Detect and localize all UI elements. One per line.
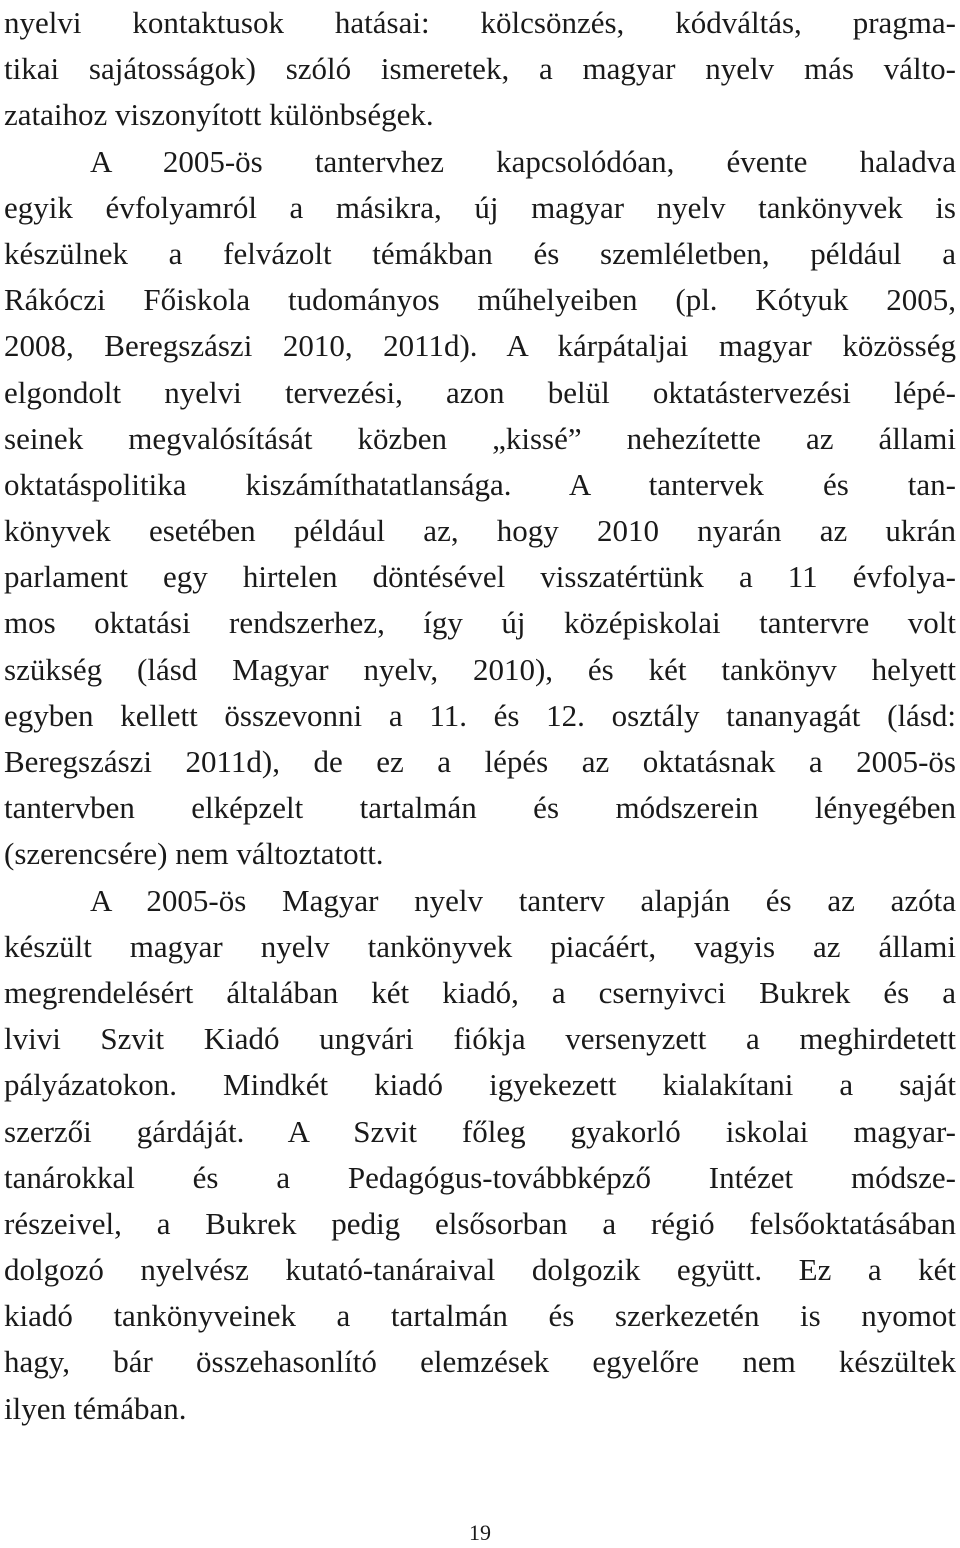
text-line: A 2005-ös Magyar nyelv tanterv alapján és az azóta bbox=[90, 882, 956, 918]
paragraph bbox=[4, 878, 956, 1432]
body-text bbox=[4, 0, 956, 1432]
paragraph bbox=[4, 0, 956, 139]
text-line: részeivel, a Bukrek pedig elsősorban a régió felsőoktatásában bbox=[4, 1205, 956, 1241]
text-line: készült magyar nyelv tankönyvek piacáért, vagyis az állami bbox=[4, 928, 956, 964]
text-line: egyik évfolyamról a másikra, új magyar nyelv tankönyvek is bbox=[4, 189, 956, 225]
text-line: pályázatokon. Mindkét kiadó igyekezett kialakítani a saját bbox=[4, 1067, 956, 1103]
text-line: dolgozó nyelvész kutató-tanáraival dolgozik együtt. Ez a két bbox=[4, 1252, 956, 1288]
text-line: zataihoz viszonyított különbségek. bbox=[4, 97, 434, 133]
text-line: szükség (lásd Magyar nyelv, 2010), és két tankönyv helyett bbox=[4, 651, 956, 687]
text-line: 2008, Beregszászi 2010, 2011d). A kárpátaljai magyar közösség bbox=[4, 328, 956, 364]
text-line: Beregszászi 2011d), de ez a lépés az oktatásnak a 2005-ös bbox=[4, 744, 956, 779]
text-line: mos oktatási rendszerhez, így új középiskolai tantervre volt bbox=[4, 605, 956, 641]
page-number: 19 bbox=[469, 1520, 491, 1545]
text-line: oktatáspolitika kiszámíthatatlansága. A tantervek és tan- bbox=[4, 466, 956, 502]
text-line: tantervben elképzelt tartalmán és módszerein lényegében bbox=[4, 790, 956, 826]
text-line: parlament egy hirtelen döntésével visszatértünk a 11 évfolya- bbox=[4, 559, 956, 595]
text-line: nyelvi kontaktusok hatásai: kölcsönzés, kódváltás, pragma- bbox=[4, 5, 956, 40]
text-line: szerzői gárdáját. A Szvit főleg gyakorló iskolai magyar- bbox=[4, 1113, 956, 1149]
text-line: tanárokkal és a Pedagógus-továbbképző Intézet módsze- bbox=[4, 1159, 956, 1195]
text-line: (szerencsére) nem változtatott. bbox=[4, 836, 384, 872]
text-line: tikai sajátosságok) szóló ismeretek, a magyar nyelv más válto- bbox=[4, 51, 956, 87]
text-line: megrendelésért általában két kiadó, a csernyivci Bukrek és a bbox=[4, 974, 956, 1010]
paragraph bbox=[4, 139, 956, 878]
text-line: seinek megvalósítását közben „kissé” nehezítette az állami bbox=[4, 420, 956, 456]
text-line: A 2005-ös tantervhez kapcsolódóan, évente haladva bbox=[90, 143, 956, 179]
text-line: elgondolt nyelvi tervezési, azon belül oktatástervezési lépé- bbox=[4, 374, 956, 410]
text-line: lvivi Szvit Kiadó ungvári fiókja versenyzett a meghirdetett bbox=[4, 1021, 956, 1057]
text-line: hagy, bár összehasonlító elemzések egyelőre nem készültek bbox=[4, 1344, 956, 1380]
text-line: kiadó tankönyveinek a tartalmán és szerkezetén is nyomot bbox=[4, 1298, 956, 1334]
text-line: ilyen témában. bbox=[4, 1390, 187, 1426]
text-line: Rákóczi Főiskola tudományos műhelyeiben (pl. Kótyuk 2005, bbox=[4, 282, 956, 318]
text-line: készülnek a felvázolt témákban és szemléletben, például a bbox=[4, 235, 956, 271]
text-line: könyvek esetében például az, hogy 2010 nyarán az ukrán bbox=[4, 513, 956, 549]
text-line: egyben kellett összevonni a 11. és 12. osztály tananyagát (lásd: bbox=[4, 697, 956, 733]
